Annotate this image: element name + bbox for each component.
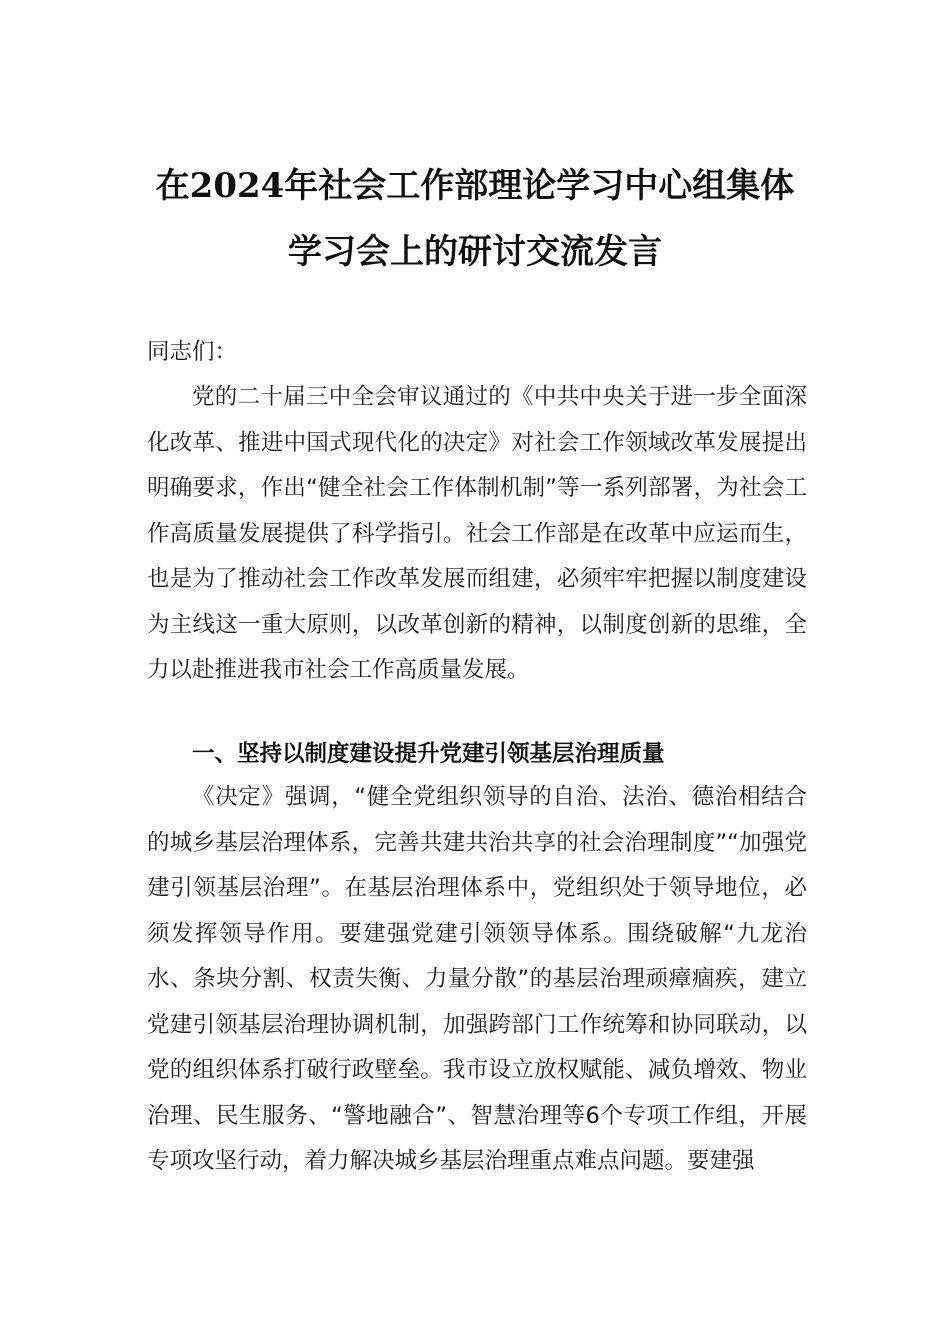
salutation: 同志们： xyxy=(147,339,238,365)
section-heading-1: 一、坚持以制度建设提升党建引领基层治理质量 xyxy=(192,741,665,767)
document-title-line-1: 在2024年社会工作部理论学习中心组集体 xyxy=(155,166,795,206)
paragraph-2: 《决定》强调，“健全党组织领导的自治、法治、德治相结合的城乡基层治理体系，完善共建共治共享的社会治理制度”“加强党建引领基层治理”。在基层治理体系中，党组织处于领导地位，必须发挥领导作用。要建强党建引领领导体系。围绕破解“九龙治水、条块分割、权责失衡、力量分散”的基层治理顽瘴痼疾，建立党建引领基层治理协调机制，加强跨部门工作统筹和协同联动，以党的组织体系打破行政壁垒。我市设立放权赋能、减负增效、物业治理、民生服务、“警地融合”、智慧治理等6个专项工作组，开展专项攻坚行动，着力解决城乡基层治理重点难点问题。要建强 xyxy=(147,784,807,1174)
paragraph-1: 党的二十届三中全会审议通过的《中共中央关于进一步全面深化改革、推进中国式现代化的决定》对社会工作领域改革发展提出明确要求，作出“健全社会工作体制机制”等一系列部署，为社会工作高质量发展提供了科学指引。社会工作部是在改革中应运而生，也是为了推动社会工作改革发展而组建，必须牢牢把握以制度建设为主线这一重大原则，以改革创新的精神，以制度创新的思维，全力以赴推进我市社会工作高质量发展。 xyxy=(147,384,807,683)
document-title-line-2: 学习会上的研讨交流发言 xyxy=(288,232,662,272)
